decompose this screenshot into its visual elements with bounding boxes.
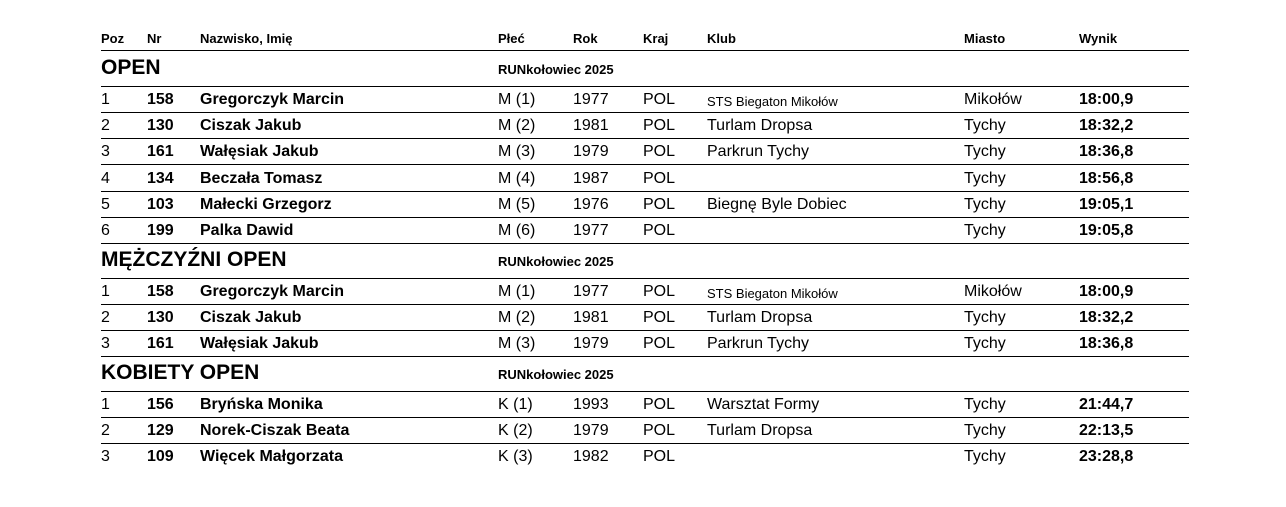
- cell-kraj: POL: [643, 91, 676, 108]
- cell-miasto: Tychy: [964, 422, 1006, 440]
- cell-rok: 1979: [573, 143, 609, 161]
- table-row: [101, 392, 1189, 418]
- cell-nr: 199: [147, 222, 174, 239]
- cell-miasto: Tychy: [964, 335, 1006, 353]
- section-title: OPEN: [101, 56, 161, 79]
- cell-kraj: POL: [643, 169, 676, 187]
- cell-wynik: 18:32,2: [1079, 117, 1134, 135]
- header-rok: Rok: [573, 31, 598, 46]
- cell-nr: 158: [147, 91, 174, 108]
- cell-nr: 134: [147, 169, 174, 187]
- cell-name: Ciszak Jakub: [200, 309, 302, 327]
- cell-wynik: 18:00,9: [1079, 91, 1134, 108]
- cell-klub: Warsztat Formy: [707, 396, 820, 413]
- cell-plec: M (6): [498, 222, 536, 239]
- cell-kraj: POL: [643, 335, 676, 353]
- cell-plec: M (1): [498, 283, 536, 300]
- cell-miasto: Mikołów: [964, 91, 1022, 108]
- cell-rok: 1981: [573, 117, 609, 135]
- cell-poz: 3: [101, 335, 110, 353]
- cell-wynik: 21:44,7: [1079, 396, 1134, 413]
- cell-klub: Turlam Dropsa: [707, 309, 813, 327]
- section-event: RUNkołowiec 2025: [498, 367, 614, 382]
- cell-wynik: 18:36,8: [1079, 143, 1134, 161]
- cell-klub: Turlam Dropsa: [707, 422, 813, 440]
- cell-klub: Parkrun Tychy: [707, 143, 809, 161]
- cell-miasto: Tychy: [964, 309, 1006, 327]
- cell-plec: M (5): [498, 195, 536, 213]
- cell-poz: 3: [101, 448, 110, 466]
- cell-miasto: Tychy: [964, 117, 1006, 135]
- section-header: [101, 356, 1189, 392]
- cell-klub: STS Biegaton Mikołów: [707, 286, 838, 301]
- cell-rok: 1982: [573, 448, 609, 466]
- table-row: [101, 279, 1189, 305]
- table-row: [101, 139, 1189, 165]
- cell-miasto: Tychy: [964, 222, 1006, 239]
- cell-klub: Parkrun Tychy: [707, 335, 809, 353]
- cell-nr: 109: [147, 448, 174, 466]
- cell-kraj: POL: [643, 309, 676, 327]
- cell-rok: 1977: [573, 222, 609, 239]
- cell-nr: 130: [147, 309, 174, 327]
- header-poz: Poz: [101, 31, 125, 46]
- cell-name: Więcek Małgorzata: [200, 448, 344, 466]
- cell-poz: 4: [101, 169, 110, 187]
- cell-poz: 1: [101, 91, 110, 108]
- header-klub: Klub: [707, 31, 736, 46]
- cell-rok: 1987: [573, 169, 609, 187]
- cell-klub: Biegnę Byle Dobiec: [707, 195, 847, 213]
- cell-wynik: 23:28,8: [1079, 448, 1134, 466]
- cell-poz: 5: [101, 195, 110, 213]
- cell-poz: 2: [101, 422, 110, 440]
- header-kraj: Kraj: [643, 31, 669, 46]
- cell-kraj: POL: [643, 448, 676, 466]
- cell-nr: 156: [147, 396, 174, 413]
- table-row: [101, 218, 1189, 244]
- cell-kraj: POL: [643, 117, 676, 135]
- table-row: [101, 418, 1189, 444]
- cell-kraj: POL: [643, 396, 676, 413]
- cell-miasto: Tychy: [964, 448, 1006, 466]
- cell-wynik: 22:13,5: [1079, 422, 1134, 440]
- table-row: [101, 113, 1189, 139]
- table-row: [101, 87, 1189, 113]
- cell-kraj: POL: [643, 283, 676, 300]
- section-header: [101, 51, 1189, 87]
- cell-miasto: Mikołów: [964, 283, 1022, 300]
- cell-plec: K (1): [498, 396, 533, 413]
- cell-wynik: 18:00,9: [1079, 283, 1134, 300]
- header-plec: Płeć: [498, 31, 525, 46]
- cell-nr: 161: [147, 335, 174, 353]
- cell-name: Palka Dawid: [200, 222, 294, 239]
- header-wynik: Wynik: [1079, 31, 1118, 46]
- cell-rok: 1993: [573, 396, 609, 413]
- cell-rok: 1977: [573, 91, 609, 108]
- cell-name: Norek-Ciszak Beata: [200, 422, 350, 440]
- cell-rok: 1976: [573, 195, 609, 213]
- section-event: RUNkołowiec 2025: [498, 254, 614, 269]
- cell-wynik: 18:36,8: [1079, 335, 1134, 353]
- header-name: Nazwisko, Imię: [200, 31, 293, 46]
- cell-plec: M (3): [498, 143, 536, 161]
- cell-wynik: 19:05,8: [1079, 222, 1134, 239]
- table-header: [101, 30, 1189, 51]
- cell-wynik: 18:32,2: [1079, 309, 1134, 327]
- cell-poz: 2: [101, 309, 110, 327]
- section-title: MĘŻCZYŹNI OPEN: [101, 248, 287, 271]
- cell-rok: 1977: [573, 283, 609, 300]
- cell-rok: 1979: [573, 422, 609, 440]
- cell-poz: 1: [101, 396, 110, 413]
- cell-kraj: POL: [643, 143, 676, 161]
- cell-nr: 129: [147, 422, 174, 440]
- cell-miasto: Tychy: [964, 195, 1006, 213]
- cell-plec: M (4): [498, 169, 536, 187]
- table-row: [101, 305, 1189, 331]
- cell-nr: 161: [147, 143, 174, 161]
- cell-kraj: POL: [643, 422, 676, 440]
- header-miasto: Miasto: [964, 31, 1006, 46]
- cell-name: Małecki Grzegorz: [200, 195, 332, 213]
- header-nr: Nr: [147, 31, 162, 46]
- cell-name: Wałęsiak Jakub: [200, 335, 319, 353]
- cell-kraj: POL: [643, 222, 676, 239]
- table-row: [101, 331, 1189, 357]
- cell-klub: Turlam Dropsa: [707, 117, 813, 135]
- cell-plec: M (2): [498, 309, 536, 327]
- cell-plec: M (3): [498, 335, 536, 353]
- cell-name: Bryńska Monika: [200, 396, 323, 413]
- cell-name: Beczała Tomasz: [200, 169, 323, 187]
- cell-poz: 3: [101, 143, 110, 161]
- table-row: [101, 192, 1189, 218]
- cell-nr: 103: [147, 195, 174, 213]
- cell-nr: 130: [147, 117, 174, 135]
- cell-miasto: Tychy: [964, 169, 1006, 187]
- cell-name: Ciszak Jakub: [200, 117, 302, 135]
- section-title: KOBIETY OPEN: [101, 361, 260, 384]
- cell-plec: K (3): [498, 448, 533, 466]
- cell-wynik: 19:05,1: [1079, 195, 1134, 213]
- cell-name: Gregorczyk Marcin: [200, 91, 345, 108]
- cell-plec: K (2): [498, 422, 533, 440]
- cell-plec: M (1): [498, 91, 536, 108]
- cell-poz: 1: [101, 283, 110, 300]
- cell-rok: 1981: [573, 309, 609, 327]
- table-row: [101, 444, 1189, 469]
- cell-wynik: 18:56,8: [1079, 169, 1134, 187]
- cell-name: Wałęsiak Jakub: [200, 143, 319, 161]
- table-row: [101, 166, 1189, 192]
- cell-poz: 6: [101, 222, 110, 239]
- cell-klub: STS Biegaton Mikołów: [707, 94, 838, 109]
- cell-poz: 2: [101, 117, 110, 135]
- cell-name: Gregorczyk Marcin: [200, 283, 345, 300]
- cell-plec: M (2): [498, 117, 536, 135]
- cell-rok: 1979: [573, 335, 609, 353]
- section-event: RUNkołowiec 2025: [498, 62, 614, 77]
- section-header: [101, 243, 1189, 279]
- cell-miasto: Tychy: [964, 396, 1006, 413]
- cell-kraj: POL: [643, 195, 676, 213]
- cell-nr: 158: [147, 283, 174, 300]
- cell-miasto: Tychy: [964, 143, 1006, 161]
